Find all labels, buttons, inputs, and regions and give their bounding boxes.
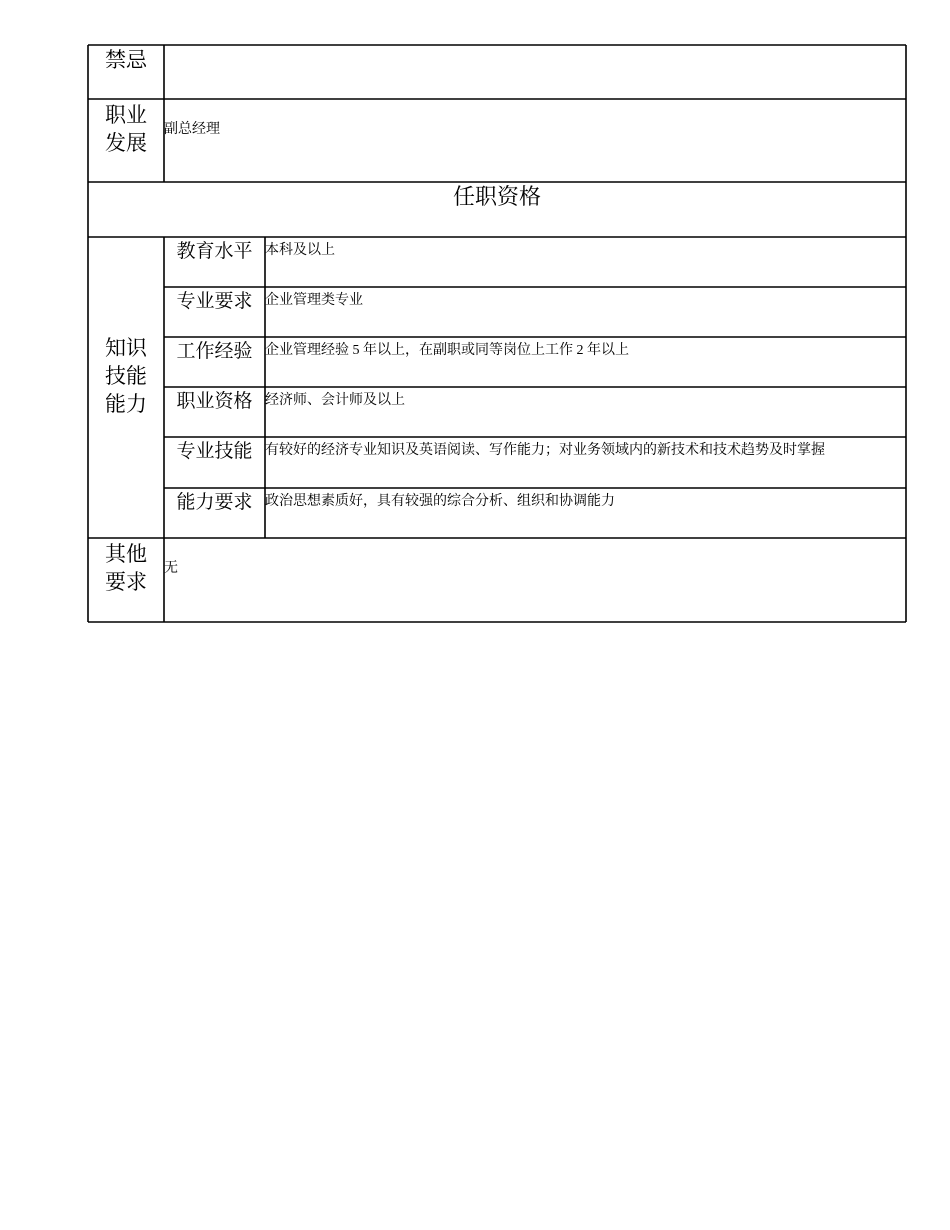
qualifications-title: 任职资格: [452, 185, 541, 210]
other-value: 无: [164, 561, 178, 576]
other-label-line1: 其他: [105, 542, 147, 566]
major-label: 专业要求: [176, 290, 253, 312]
career-value: 副总经理: [164, 122, 220, 137]
other-label-line2: 要求: [105, 570, 147, 594]
ability-value: 政治思想素质好，具有较强的综合分析、组织和协调能力: [265, 494, 615, 509]
taboo-label: 禁忌: [105, 48, 147, 72]
experience-label: 工作经验: [176, 340, 253, 362]
education-value: 本科及以上: [265, 243, 335, 258]
other-label: [88, 540, 164, 596]
career-label: [88, 101, 164, 157]
major-value: 企业管理类专业: [265, 293, 363, 308]
certification-label: 职业资格: [176, 390, 253, 412]
ability-label: 能力要求: [176, 491, 253, 513]
experience-value: 企业管理经验 5 年以上，在副职或同等岗位上工作 2 年以上: [265, 343, 629, 358]
professional-skills-label: 专业技能: [176, 440, 253, 462]
skills-group-label: [88, 334, 164, 418]
career-label-line1: 职业: [105, 103, 147, 127]
career-label-line2: 发展: [105, 131, 147, 155]
skills-group-label-line2: 技能: [105, 364, 147, 388]
professional-skills-value: 有较好的经济专业知识及英语阅读、写作能力；对业务领域内的新技术和技术趋势及时掌握: [265, 443, 825, 458]
skills-group-label-line3: 能力: [105, 392, 147, 416]
education-label: 教育水平: [176, 240, 253, 262]
skills-group-label-line1: 知识: [105, 336, 147, 360]
certification-value: 经济师、会计师及以上: [265, 393, 405, 408]
